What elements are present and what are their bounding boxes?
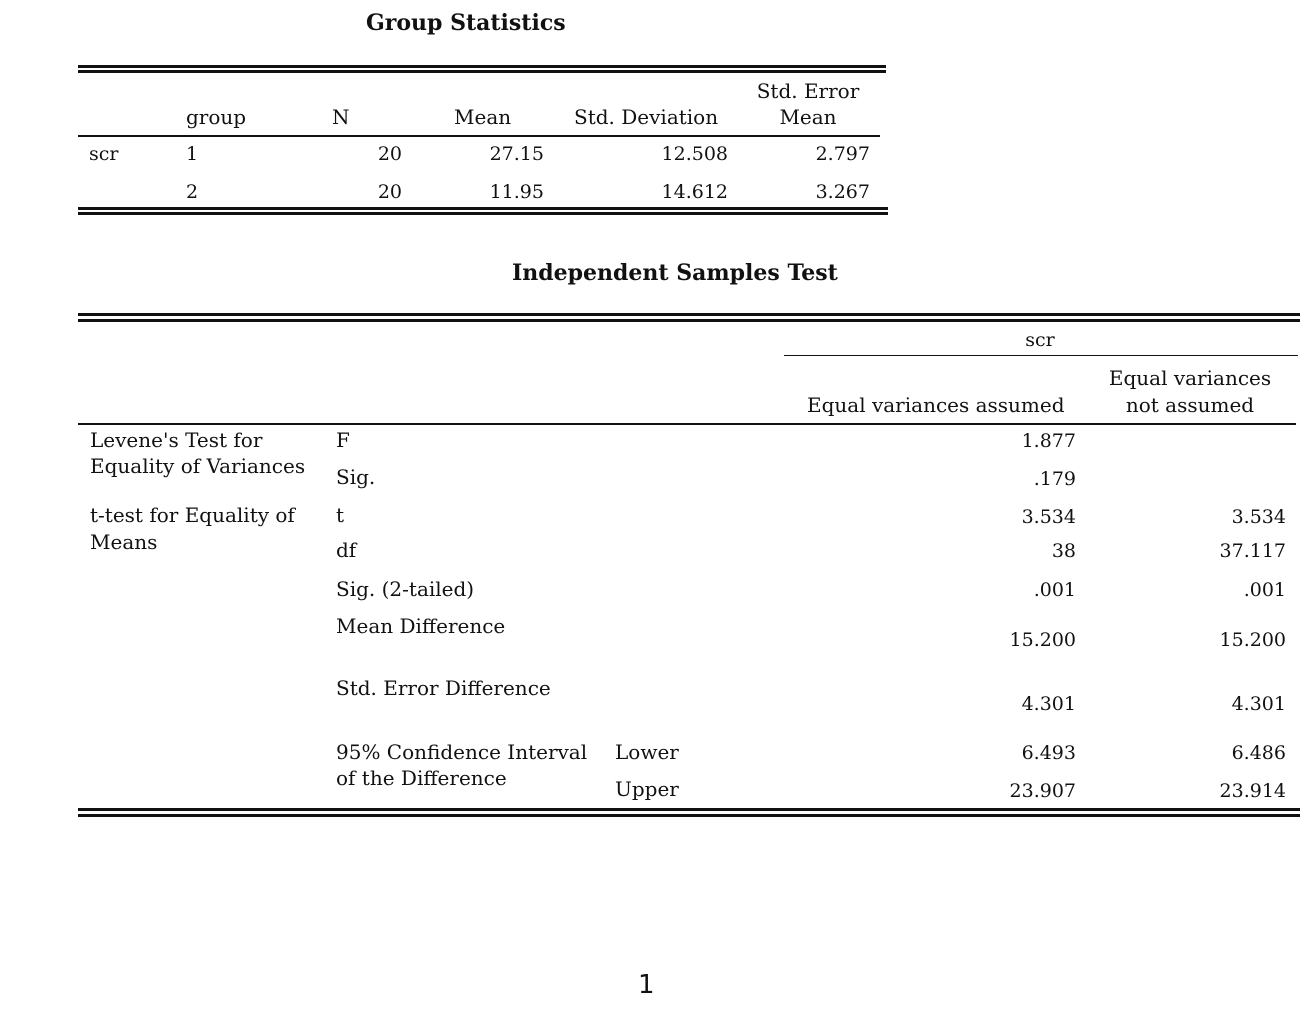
bottom-double-rule-b — [78, 212, 888, 215]
row-f-assumed: 1.877 — [1021, 430, 1076, 452]
row-upper-not-assumed: 23.914 — [1219, 780, 1286, 802]
ist-top-double-rule-a — [78, 313, 1300, 316]
table-row-2-group: 2 — [186, 181, 199, 203]
header-group: group — [186, 105, 247, 129]
row-label-f: F — [336, 428, 350, 452]
variable-label: scr — [89, 143, 119, 165]
row-upper-assumed: 23.907 — [1009, 780, 1076, 802]
row-lower-not-assumed: 6.486 — [1231, 742, 1286, 764]
row-df-not-assumed: 37.117 — [1219, 540, 1286, 562]
row-label-sig-2-tailed: Sig. (2-tailed) — [336, 577, 475, 601]
top-double-rule-a — [78, 65, 886, 68]
row-sig-2-tailed-assumed: .001 — [1033, 579, 1076, 601]
ttest-label-line2: Means — [90, 530, 158, 554]
row-label-lower: Lower — [615, 740, 679, 764]
table-row-1-std-dev: 12.508 — [661, 143, 728, 165]
row-label-df: df — [336, 538, 357, 562]
independent-test-title: Independent Samples Test — [512, 260, 838, 286]
ttest-label-line1: t-test for Equality of — [90, 503, 295, 527]
row-df-assumed: 38 — [1051, 540, 1076, 562]
table-row-1-se: 2.797 — [815, 143, 870, 165]
bottom-double-rule-a — [78, 207, 888, 210]
header-std-error-line1: Std. Error — [756, 79, 860, 103]
ist-header-assumed: Equal variances assumed — [807, 393, 1065, 417]
row-t-not-assumed: 3.534 — [1231, 506, 1286, 528]
header-std-deviation: Std. Deviation — [574, 105, 719, 129]
table-row-2-se: 3.267 — [815, 181, 870, 203]
table-row-2-mean: 11.95 — [489, 181, 544, 203]
table-row-2-n: 20 — [377, 181, 402, 203]
row-mean-difference-not-assumed: 15.200 — [1219, 629, 1286, 651]
levene-label-line1: Levene's Test for — [90, 428, 263, 452]
row-mean-difference-assumed: 15.200 — [1009, 629, 1076, 651]
ist-top-double-rule-b — [78, 319, 1300, 322]
ist-header-not-assumed-line2: not assumed — [1125, 393, 1255, 417]
header-std-error-line2: Mean — [779, 105, 837, 129]
ist-header-not-assumed-line1: Equal variances — [1108, 366, 1272, 390]
row-label-mean-difference: Mean Difference — [336, 614, 506, 638]
row-sig-assumed: .179 — [1033, 468, 1076, 490]
ci-label-line1: 95% Confidence Interval — [336, 740, 588, 764]
row-sig-2-tailed-not-assumed: .001 — [1243, 579, 1286, 601]
group-statistics-title: Group Statistics — [366, 10, 566, 36]
ci-label-line2: of the Difference — [336, 766, 507, 790]
table-row-1-n: 20 — [377, 143, 402, 165]
row-t-assumed: 3.534 — [1021, 506, 1076, 528]
ist-variable-label: scr — [1025, 329, 1055, 351]
header-mean: Mean — [454, 105, 512, 129]
row-label-std-error-difference: Std. Error Difference — [336, 676, 551, 700]
page-number: 1 — [638, 970, 655, 1000]
row-label-sig: Sig. — [336, 465, 376, 489]
ist-header-rule — [78, 423, 1296, 425]
row-label-t: t — [336, 503, 345, 527]
table-row-1-group: 1 — [186, 143, 199, 165]
row-std-error-difference-not-assumed: 4.301 — [1231, 693, 1286, 715]
levene-label-line2: Equality of Variances — [90, 454, 306, 478]
row-lower-assumed: 6.493 — [1021, 742, 1076, 764]
top-double-rule-b — [78, 70, 886, 73]
ist-variable-underline — [784, 355, 1298, 356]
row-label-upper: Upper — [615, 777, 679, 801]
header-n: N — [332, 105, 350, 129]
header-rule — [78, 135, 880, 137]
ist-bottom-double-rule-b — [78, 814, 1300, 817]
row-std-error-difference-assumed: 4.301 — [1021, 693, 1076, 715]
table-row-2-std-dev: 14.612 — [661, 181, 728, 203]
ist-bottom-double-rule-a — [78, 808, 1300, 811]
table-row-1-mean: 27.15 — [489, 143, 544, 165]
